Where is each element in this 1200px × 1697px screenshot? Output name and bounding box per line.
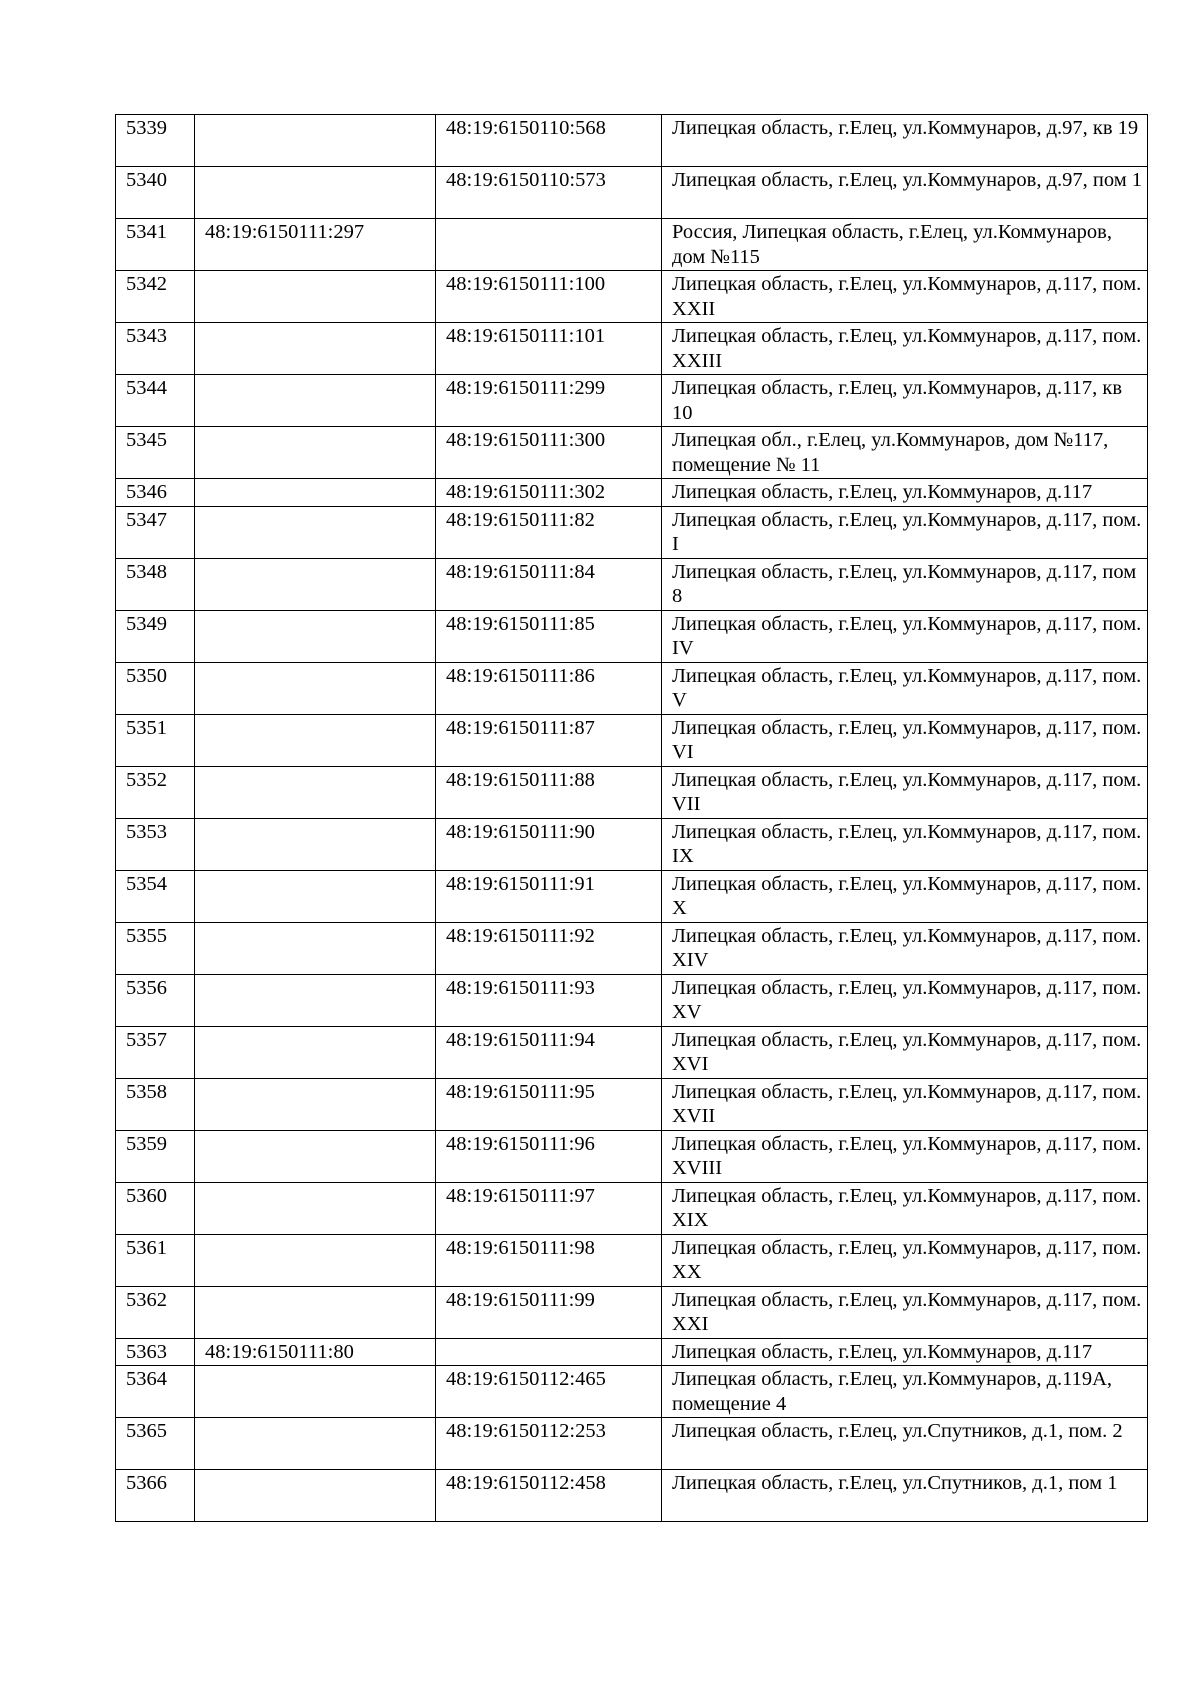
row-number-cell: 5341 [116,219,195,271]
table-row [116,323,1148,375]
cadastral-number-building-cell [195,115,436,167]
cadastral-number-premises-cell: 48:19:6150111:88 [436,766,662,818]
cadastral-number-premises-cell: 48:19:6150111:95 [436,1078,662,1130]
cadastral-number-premises-cell: 48:19:6150111:91 [436,870,662,922]
row-number-cell: 5355 [116,922,195,974]
cadastral-number-building-cell [195,662,436,714]
cadastral-number-premises-cell: 48:19:6150110:568 [436,115,662,167]
cadastral-number-premises-cell: 48:19:6150111:92 [436,922,662,974]
row-number-cell: 5356 [116,974,195,1026]
cadastral-number-building-cell [195,271,436,323]
property-registry-table [115,114,1148,1522]
cadastral-number-building-cell [195,427,436,479]
address-cell: Липецкая область, г.Елец, ул.Коммунаров, д.117, пом 8 [662,558,1148,610]
cadastral-number-building-cell [195,375,436,427]
cadastral-number-building-cell [195,714,436,766]
table-row [116,375,1148,427]
row-number-cell: 5366 [116,1470,195,1522]
row-number-cell: 5360 [116,1182,195,1234]
row-number-cell: 5351 [116,714,195,766]
address-cell: Липецкая область, г.Елец, ул.Коммунаров, д.97, кв 19 [662,115,1148,167]
table-row [116,1078,1148,1130]
table-row [116,1338,1148,1366]
address-cell: Липецкая область, г.Елец, ул.Коммунаров, д.117, пом. XX [662,1234,1148,1286]
row-number-cell: 5362 [116,1286,195,1338]
cadastral-number-premises-cell: 48:19:6150112:253 [436,1418,662,1470]
table-row [116,427,1148,479]
row-number-cell: 5340 [116,167,195,219]
cadastral-number-premises-cell: 48:19:6150111:86 [436,662,662,714]
table-row [116,1130,1148,1182]
row-number-cell: 5365 [116,1418,195,1470]
cadastral-number-premises-cell: 48:19:6150110:573 [436,167,662,219]
row-number-cell: 5339 [116,115,195,167]
cadastral-number-premises-cell: 48:19:6150111:85 [436,610,662,662]
table-row [116,922,1148,974]
cadastral-number-building-cell [195,870,436,922]
cadastral-number-premises-cell: 48:19:6150111:82 [436,506,662,558]
table-row [116,662,1148,714]
cadastral-number-building-cell [195,167,436,219]
row-number-cell: 5350 [116,662,195,714]
table-row [116,1470,1148,1522]
row-number-cell: 5358 [116,1078,195,1130]
cadastral-number-building-cell [195,1026,436,1078]
row-number-cell: 5348 [116,558,195,610]
row-number-cell: 5345 [116,427,195,479]
registry-table-body [116,115,1148,1522]
table-row [116,766,1148,818]
address-cell: Россия, Липецкая область, г.Елец, ул.Коммунаров, дом №115 [662,219,1148,271]
table-row [116,1234,1148,1286]
cadastral-number-premises-cell: 48:19:6150111:96 [436,1130,662,1182]
cadastral-number-building-cell: 48:19:6150111:80 [195,1338,436,1366]
address-cell: Липецкая область, г.Елец, ул.Коммунаров, д.117, пом. XVII [662,1078,1148,1130]
address-cell: Липецкая область, г.Елец, ул.Коммунаров, д.117, пом. VII [662,766,1148,818]
cadastral-number-premises-cell: 48:19:6150111:90 [436,818,662,870]
cadastral-number-premises-cell: 48:19:6150111:84 [436,558,662,610]
cadastral-number-building-cell [195,1286,436,1338]
row-number-cell: 5344 [116,375,195,427]
cadastral-number-building-cell [195,479,436,507]
table-row [116,271,1148,323]
address-cell: Липецкая область, г.Елец, ул.Коммунаров, д.117, пом. XV [662,974,1148,1026]
cadastral-number-building-cell: 48:19:6150111:297 [195,219,436,271]
cadastral-number-building-cell [195,1470,436,1522]
cadastral-number-premises-cell: 48:19:6150111:100 [436,271,662,323]
cadastral-number-building-cell [195,1130,436,1182]
cadastral-number-building-cell [195,1182,436,1234]
cadastral-number-building-cell [195,610,436,662]
cadastral-number-premises-cell [436,1338,662,1366]
address-cell: Липецкая область, г.Елец, ул.Коммунаров, д.117, пом. IX [662,818,1148,870]
row-number-cell: 5349 [116,610,195,662]
cadastral-number-building-cell [195,1366,436,1418]
cadastral-number-building-cell [195,818,436,870]
cadastral-number-premises-cell: 48:19:6150111:97 [436,1182,662,1234]
address-cell: Липецкая область, г.Елец, ул.Коммунаров, д.117, пом. V [662,662,1148,714]
cadastral-number-premises-cell: 48:19:6150111:99 [436,1286,662,1338]
cadastral-number-building-cell [195,766,436,818]
table-row [116,1026,1148,1078]
table-row [116,1366,1148,1418]
table-row [116,558,1148,610]
document-page [115,114,1147,1522]
address-cell: Липецкая область, г.Елец, ул.Коммунаров, д.117 [662,479,1148,507]
cadastral-number-premises-cell: 48:19:6150111:98 [436,1234,662,1286]
address-cell: Липецкая область, г.Елец, ул.Коммунаров, д.97, пом 1 [662,167,1148,219]
address-cell: Липецкая область, г.Елец, ул.Коммунаров, д.117, кв 10 [662,375,1148,427]
table-row [116,714,1148,766]
cadastral-number-building-cell [195,1418,436,1470]
address-cell: Липецкая область, г.Елец, ул.Коммунаров, д.117, пом. XIV [662,922,1148,974]
address-cell: Липецкая область, г.Елец, ул.Коммунаров, д.117, пом. XXIII [662,323,1148,375]
cadastral-number-premises-cell: 48:19:6150111:299 [436,375,662,427]
table-row [116,818,1148,870]
table-row [116,219,1148,271]
address-cell: Липецкая область, г.Елец, ул.Коммунаров, д.117, пом. XVIII [662,1130,1148,1182]
address-cell: Липецкая область, г.Елец, ул.Коммунаров, д.117 [662,1338,1148,1366]
cadastral-number-premises-cell: 48:19:6150111:94 [436,1026,662,1078]
cadastral-number-building-cell [195,558,436,610]
row-number-cell: 5343 [116,323,195,375]
address-cell: Липецкая область, г.Елец, ул.Коммунаров, д.117, пом. XVI [662,1026,1148,1078]
address-cell: Липецкая область, г.Елец, ул.Коммунаров, д.117, пом. IV [662,610,1148,662]
table-row [116,506,1148,558]
address-cell: Липецкая область, г.Елец, ул.Коммунаров, д.117, пом. VI [662,714,1148,766]
address-cell: Липецкая область, г.Елец, ул.Коммунаров, д.117, пом. XXI [662,1286,1148,1338]
row-number-cell: 5342 [116,271,195,323]
address-cell: Липецкая обл., г.Елец, ул.Коммунаров, дом №117, помещение № 11 [662,427,1148,479]
address-cell: Липецкая область, г.Елец, ул.Коммунаров, д.117, пом. X [662,870,1148,922]
cadastral-number-premises-cell: 48:19:6150112:465 [436,1366,662,1418]
row-number-cell: 5357 [116,1026,195,1078]
table-row [116,167,1148,219]
row-number-cell: 5363 [116,1338,195,1366]
cadastral-number-building-cell [195,1234,436,1286]
table-row [116,479,1148,507]
cadastral-number-building-cell [195,922,436,974]
cadastral-number-premises-cell: 48:19:6150111:302 [436,479,662,507]
row-number-cell: 5353 [116,818,195,870]
table-row [116,1286,1148,1338]
row-number-cell: 5352 [116,766,195,818]
address-cell: Липецкая область, г.Елец, ул.Спутников, д.1, пом 1 [662,1470,1148,1522]
table-row [116,115,1148,167]
cadastral-number-premises-cell [436,219,662,271]
cadastral-number-premises-cell: 48:19:6150111:87 [436,714,662,766]
cadastral-number-building-cell [195,323,436,375]
row-number-cell: 5346 [116,479,195,507]
table-row [116,1418,1148,1470]
cadastral-number-premises-cell: 48:19:6150112:458 [436,1470,662,1522]
address-cell: Липецкая область, г.Елец, ул.Коммунаров, д.117, пом. I [662,506,1148,558]
cadastral-number-premises-cell: 48:19:6150111:93 [436,974,662,1026]
cadastral-number-building-cell [195,1078,436,1130]
row-number-cell: 5361 [116,1234,195,1286]
table-row [116,1182,1148,1234]
row-number-cell: 5354 [116,870,195,922]
address-cell: Липецкая область, г.Елец, ул.Коммунаров, д.117, пом. XIX [662,1182,1148,1234]
cadastral-number-building-cell [195,974,436,1026]
table-row [116,870,1148,922]
cadastral-number-premises-cell: 48:19:6150111:101 [436,323,662,375]
cadastral-number-premises-cell: 48:19:6150111:300 [436,427,662,479]
address-cell: Липецкая область, г.Елец, ул.Коммунаров, д.119А, помещение 4 [662,1366,1148,1418]
row-number-cell: 5347 [116,506,195,558]
address-cell: Липецкая область, г.Елец, ул.Спутников, д.1, пом. 2 [662,1418,1148,1470]
row-number-cell: 5359 [116,1130,195,1182]
table-row [116,610,1148,662]
address-cell: Липецкая область, г.Елец, ул.Коммунаров, д.117, пом. XXII [662,271,1148,323]
row-number-cell: 5364 [116,1366,195,1418]
cadastral-number-building-cell [195,506,436,558]
table-row [116,974,1148,1026]
